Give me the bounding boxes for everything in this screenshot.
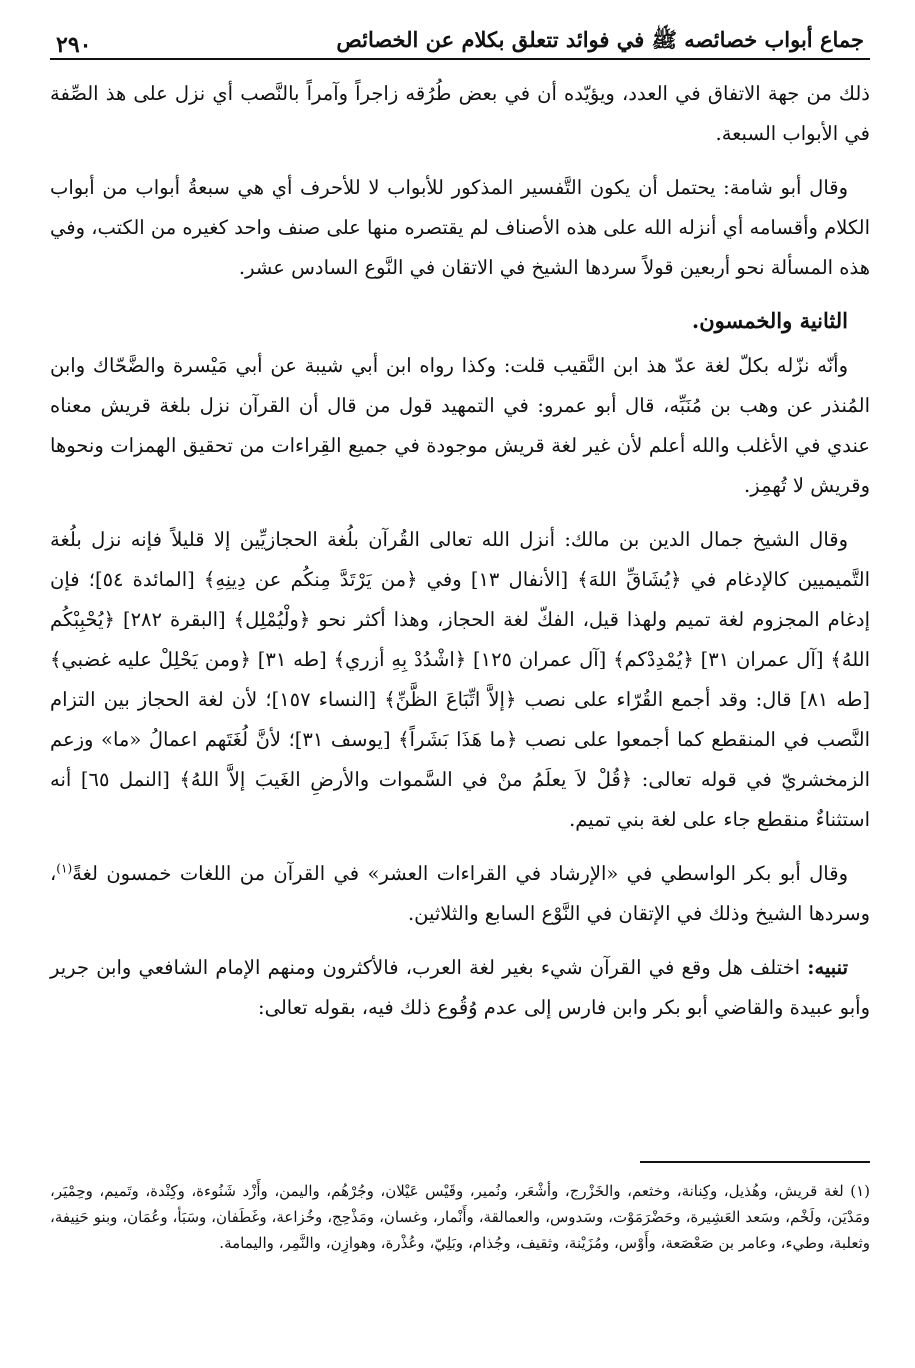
paragraph-1: ذلك من جهة الاتفاق في العدد، ويؤيّده أن في بعض طُرُقه زاجراً وآمراً بالنَّصب أي نزل على هذ الصِّفة في الأبواب السبعة. [50, 82, 870, 145]
page-header [50, 28, 870, 60]
note-label: تنبيه: [807, 956, 848, 979]
paragraph-2: وقال أبو شامة: يحتمل أن يكون التَّفسير المذكور للأبواب لا للأحرف أي هي سبعةُ أبواب من أبواب الكلام وأقسامه أي أنزله الله على هذه الأصناف لم يقتصره منها على صنف واحد كغيره من الكتب، وفي هذه المسألة نحو أربعين قولاً سردها الشيخ في الاتقان في النَّوع السادس عشر. [50, 176, 870, 279]
note-text: اختلف هل وقع في القرآن شيء بغير لغة العرب، فالأكثرون ومنهم الإمام الشافعي وابن جرير وأبو عبيدة والقاضي أبو بكر وابن فارس إلى عدم وُقُوع ذلك فيه، بقوله تعالى: [50, 956, 870, 1019]
footnote-divider [640, 1161, 870, 1163]
footnote-marker: (١) [56, 861, 73, 876]
paragraph-5 [50, 854, 870, 934]
paragraph-5-text: وقال أبو بكر الواسطي في «الإرشاد في القراءات العشر» في القرآن من اللغات خمسون لغةً [72, 862, 848, 885]
footnote-1: (١) لغة قريش، وهُذيل، وكِنانة، وخثعم، والخَزْرج، وأشْعَر، ونُمير، وقَيْس عَيْلان، وجُرْهُم، واليمن، وأَزْد شَنُوءة، وكِنْدة، وتَميم، وحِمْيَر، ومَدْيَن، ولَخْم، وسَعد العَشِيرة، وحَضْرَمَوْت، وسَدوس، والعمالقة، وأَنْمار، وغسان، ومَذْحِج، وخُزاعة، وغَطَفان، وسَبَأ، وعُمَان، وبنو حَنِيفة، وثعلبة، وطيء، وعامر بن صَعْصَعة، وأَوْس، ومُزَيْنة، وثقيف، وجُذام، وبَلِيّ، وعُذْرة، وهوازِن، والنَّمِر، واليمامة. [50, 1182, 870, 1252]
note-paragraph [50, 948, 870, 1028]
page-body [50, 74, 870, 1028]
section-heading: الثانية والخمسون. [691, 308, 848, 333]
paragraph-4: وقال الشيخ جمال الدين بن مالك: أنزل الله تعالى القُرآن بلُغة الحجازيِّين إلا قليلاً فإنه نزل بلُغة التَّميميين كالإدغام في ﴿يُشَاقِّ اللهَ﴾ [الأنفال ١٣] وفي ﴿من يَرْتَدَّ مِنكُم عن دِينِهِ﴾ [المائدة ٥٤]؛ فإن إدغام المجزوم لغة تميم ولهذا قيل، الفكّ لغة الحجاز، وهذا أكثر نحو ﴿ولْيُمْلِل﴾ [البقرة ٢٨٢] ﴿يُحْبِبْكُم اللهُ﴾ [آل عمران ٣١] ﴿يُمْدِدْكم﴾ [آل عمران ١٢٥] ﴿اشْدُدْ بِهِ أزري﴾ [طه ٣١] ﴿ومن يَحْلِلْ عليه غضبي﴾ [طه ٨١] قال: وقد أجمع القُرّاء على نصب ﴿إلاَّ اتِّبَاعَ الظَّنِّ﴾ [النساء ١٥٧]؛ لأن لغة الحجاز بين التزام النَّصب في المنقطع كما أجمعوا على نصب ﴿ما هَذَا بَشَراً﴾ [يوسف ٣١]؛ لأنَّ لُغَتَهم اعمالُ «ما» وزعم الزمخشريّ في قوله تعالى: ﴿قُلْ لاَ يعلَمُ منْ في السَّموات والأرضِ الغَيبَ إلاَّ اللهُ﴾ [النمل ٦٥] أنه استثناءٌ منقطع جاء على لغة بني تميم. [50, 528, 871, 831]
running-title: جماع أبواب خصائصه ﷺ في فوائد تتعلق بكلام عن الخصائص [336, 27, 864, 52]
footnotes [50, 1178, 870, 1256]
page-number: ٢٩٠ [56, 32, 92, 58]
paragraph-3: وأنّه نزّله بكلّ لغة عدّ هذ ابن النَّقيب قلت: وكذا رواه ابن أبي شيبة عن أبي مَيْسرة والضَّحّاك وابن المُنذر عن وهب بن مُنَبِّه، قال أبو عمرو: في التمهيد قول من قال أن القرآن نزل بلغة قريش معناه عندي في الأغلب والله أعلم لأن غير لغة قريش موجودة في جميع القِراءات من تحقيق الهمزات ونحوها وقريش لا تُهمِز. [50, 354, 870, 497]
paragraph-5-tail: ، وسردها الشيخ وذلك في الإتقان في النَّوْع السابع والثلاثين. [50, 862, 870, 925]
page [50, 28, 870, 1348]
